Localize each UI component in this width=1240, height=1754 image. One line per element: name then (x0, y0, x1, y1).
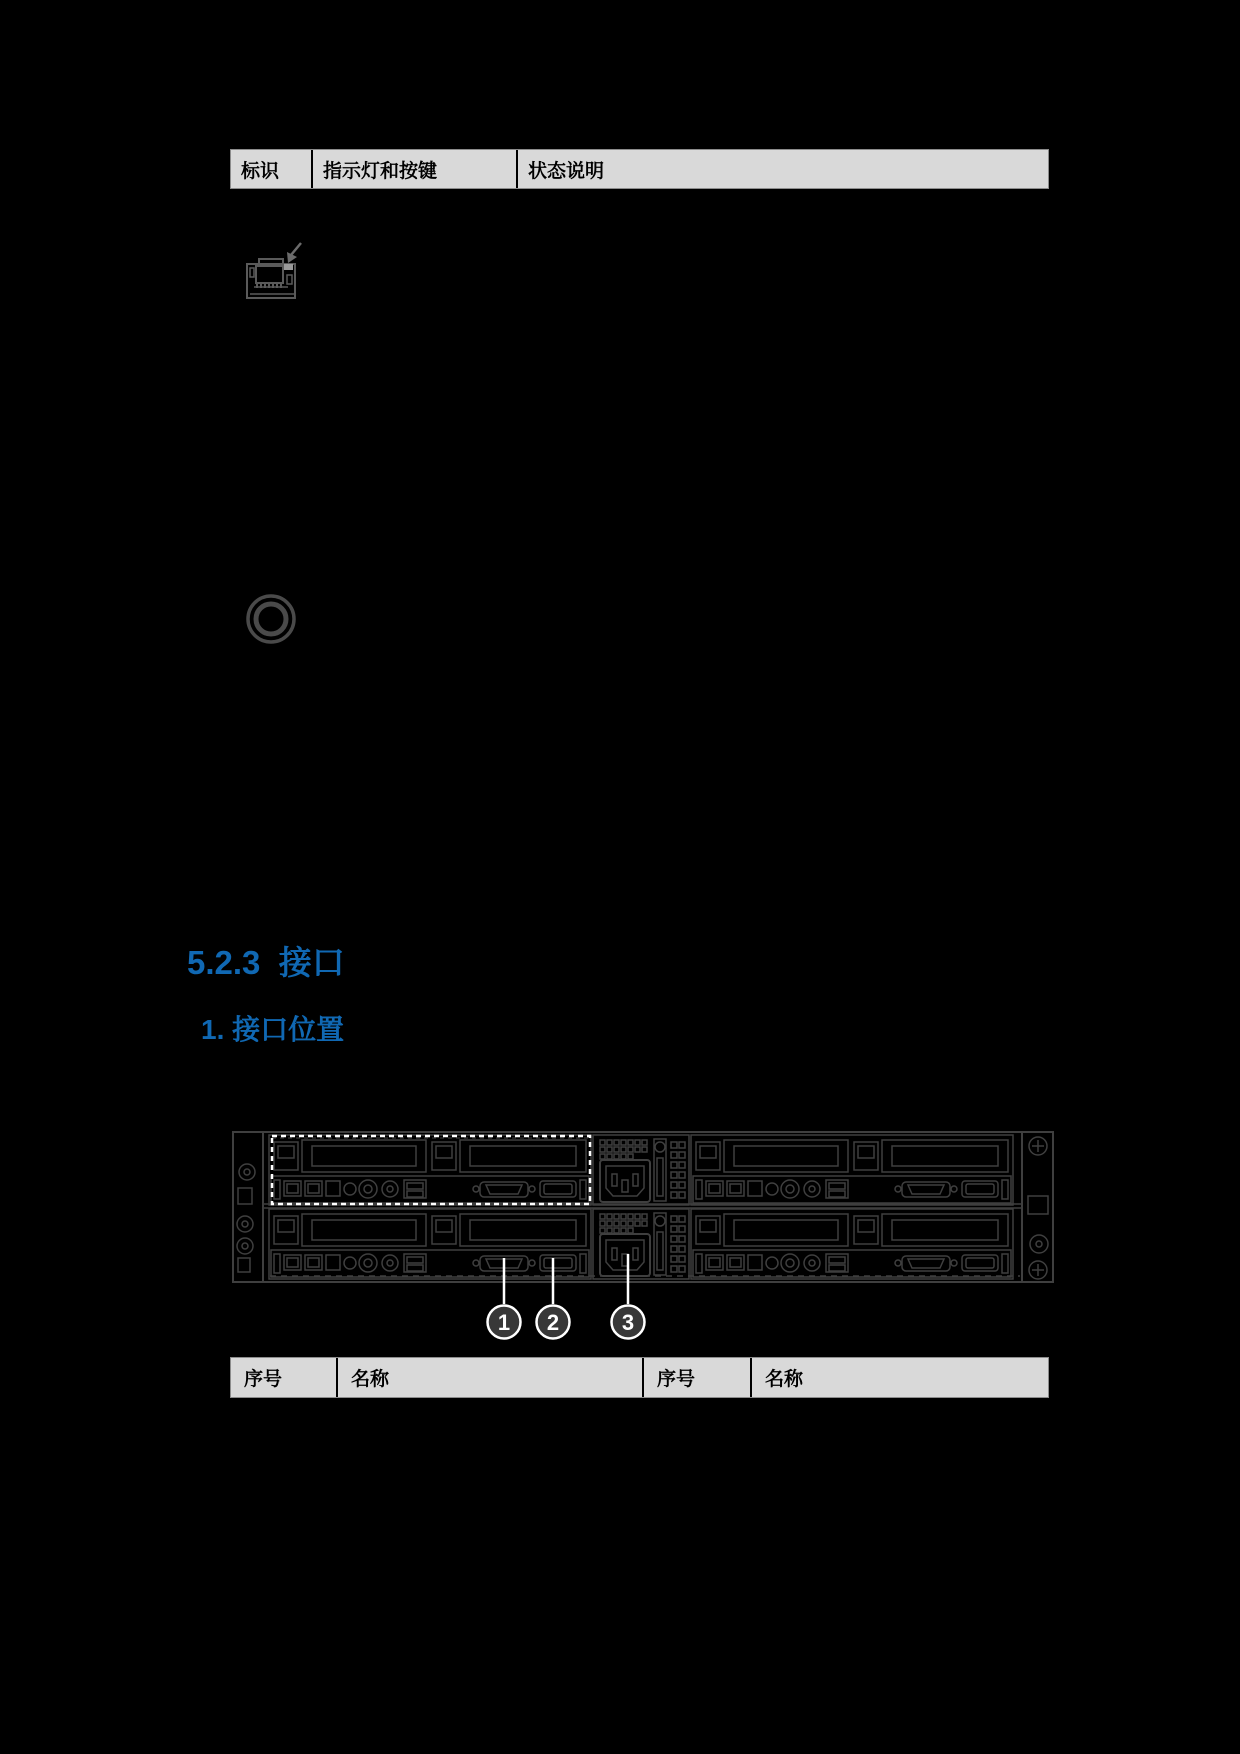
port-table-col-number-1: 序号 (244, 1369, 283, 1390)
psu-bottom (593, 1209, 689, 1279)
node-top-right (691, 1135, 1013, 1205)
led-square (284, 264, 293, 270)
indicator-table-col-status: 状态说明 (516, 150, 1048, 188)
left-rack-ear (237, 1164, 255, 1272)
indicator-table-col-label: 标识 (241, 160, 280, 182)
rj45-port-icon (240, 238, 306, 304)
node-bottom-left (269, 1209, 591, 1279)
port-table-col-number-2: 序号 (642, 1358, 750, 1397)
section-heading: 5.2.3 接口 (187, 944, 345, 981)
callout-3-number: 3 (621, 1310, 635, 1335)
callout-3 (612, 1306, 645, 1339)
port-table-header (231, 1358, 1048, 1397)
callout-2 (537, 1306, 570, 1339)
indicator-table-header (231, 150, 1048, 188)
port-table-col-name-2: 名称 (750, 1358, 1048, 1397)
port-table-col-name-1: 名称 (336, 1358, 642, 1397)
psu-top (593, 1135, 689, 1205)
subsection-heading: 1. 接口位置 (201, 1014, 345, 1045)
node-top-left (269, 1135, 591, 1205)
server-rear-panel-diagram (0, 1130, 1240, 1345)
callout-2-number: 2 (546, 1310, 560, 1335)
uid-button-icon (240, 588, 302, 650)
led-arrow-icon (287, 243, 301, 263)
node-bottom-right (691, 1209, 1013, 1279)
callout-1-number: 1 (497, 1310, 511, 1335)
callout-1 (488, 1306, 521, 1339)
indicator-table-col-leds-buttons: 指示灯和按键 (311, 150, 516, 188)
right-rack-ear (1028, 1137, 1048, 1279)
